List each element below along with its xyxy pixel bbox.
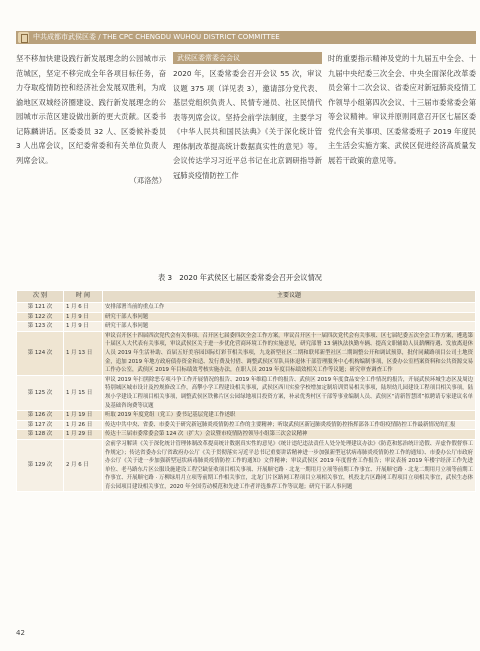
table-row <box>17 411 476 421</box>
author-signature: （邓洛然） <box>129 176 166 185</box>
session-cell: 第 129 次 <box>17 439 64 492</box>
header-title: 中共成都市武侯区委 / THE CPC CHENGDU WUHOU DISTRICT COMMITTEE <box>33 33 280 41</box>
column-header-date: 时 间 <box>64 291 103 303</box>
page-number: 42 <box>16 629 25 637</box>
table-row <box>17 439 476 492</box>
paragraph: 坚不移加快建设践行新发展理念的公园城市示范城区，坚定不移完成全年各项目标任务，奋力夺取疫情防控和经济社会发展双胜利，为成渝地区双城经济圈建设、践行新发展理念的公园城市示范区建设做出新的更大贡献。区委书记陈麟讲话。区委委员 32 人、区委候补委员 3 人出席会议，区纪委常委和有关单位负责人列席会议。 <box>16 54 166 165</box>
table-caption: 表 3 2020 年武侯区七届区委常委会召开会议情况 <box>158 273 322 282</box>
table-row <box>17 331 476 375</box>
topics-cell: 听取 2019 年度党组（党工）委书记基层党建工作述职 <box>103 411 476 421</box>
date-cell: 1 月 19 日 <box>64 411 103 421</box>
date-cell: 2 月 6 日 <box>64 439 103 492</box>
session-cell: 第 121 次 <box>17 303 64 313</box>
column-header-topics: 主要议题 <box>103 291 476 303</box>
session-cell: 第 123 次 <box>17 322 64 332</box>
table-row <box>17 430 476 440</box>
topics-cell: 传达十三届市委常委会第 124 次（扩大）会议暨市疫情防控领导小组第三次会议精神 <box>103 430 476 440</box>
session-cell: 第 125 次 <box>17 375 64 410</box>
session-cell: 第 128 次 <box>17 430 64 440</box>
text-column-3 <box>328 52 476 168</box>
topics-cell: 审议召开区十四届四次党代会有关事项、召开区七届委四次全会工作方案，审议召开区十一届四次党代会有关事项、区七届纪委五次全会工作方案，遴选第十届区人大代表有关事项，审议武侯区关于进一步优化营商环境工作的实施意见，研究部署 13 辆执法执勤车辆、提高文职辅助人员薪酬待遇、发放离退休人员 2019 年生活补助、首届五好美容园国际灯彩节相关事项，九龙新型社区二期和联邦新型社区二期调整公开和调试预算，批付同藏路项目公司土地资金，追加 2019 年地方政府债券资金和适、发行费及付借、调整武侯区军队具体退休干部管理服务中心机构编制事项，区委办公室档案资料和公共资源交易工作办公室，武侯区 2019 年目标绩效考核实施办法，在职人员 2019 年度目标绩效相关工作等议题；研究审查调查工作 <box>103 331 476 375</box>
table-row <box>17 420 476 430</box>
date-cell: 1 月 15 日 <box>64 375 103 410</box>
date-cell: 1 月 13 日 <box>64 331 103 375</box>
table-row <box>17 312 476 322</box>
paragraph: 2020 年，区委常委会召开会议 55 次，审议议题 375 项（详见表 3），邀请部分党代表、基层党组织负责人、民情专递员、社区民情代表等列席会议。坚持会前学法制度，主要学习《中华人民共和国民法典》《关于深化统计管理体制改革提高统计数据真实性的意见》等。会议传达学习习近平总书记在北京调研指导新冠肺炎疫情防控工作 <box>173 69 322 180</box>
date-cell: 1 月 9 日 <box>64 312 103 322</box>
meetings-table <box>16 290 476 492</box>
date-cell: 1 月 26 日 <box>64 420 103 430</box>
column-header-session: 次 别 <box>17 291 64 303</box>
article-body <box>16 52 476 264</box>
topics-cell: 传达中共中央、省委、市委关于研究新冠肺炎疫情防控工作的主要精神；听取武侯区新冠肺炎疫情防控指挥部各工作组疫情防控工作最新情况的汇报 <box>103 420 476 430</box>
session-cell: 第 127 次 <box>17 420 64 430</box>
text-column-1 <box>16 52 166 189</box>
topics-cell: 会前学习解读《关于深化统计管理体制改革提高统计数据真实性的意见》《统计违纪违法责任人处分处理建议办法》《防范和惩治统计造假、弄虚作假督察工作规定》；传达省委办公厅省政府办公厅《关于贯彻落实习近平总书记重要讲话精神进一步加强新型冠状病毒肺炎疫情防控工作的通知》、市委办公厅市政府办公厅《关于进一步加强新型冠状病毒肺炎疫情防控工作的通知》文件精神；审议武侯区 2019 年度督查工作报告；审议表扬 2019 年楼宇经济工作先进单位、老马路东片区公服设施建设工程空缺征收项目相关事项、开展顺宅路 · 北龙一期用月立项等前期工作事宜、开展顺宅路 · 北龙二期用月立项等前期工作事宜、开展顺宅路 · 万柳绿用月立项等前期工作相关事宜，北龙门片区路网工程项目立项相关事宜，机投北片区路网工程项目立项相关事宜，武侯生态体育公园项目建设相关事宜，2020 年全国劳动模范和先进工作者评选推荐工作等议题；研究干部人事问题 <box>103 439 476 492</box>
logo-icon <box>18 32 29 43</box>
table-header-row <box>17 291 476 303</box>
topics-cell: 研究干部人事问题 <box>103 312 476 322</box>
table-row <box>17 322 476 332</box>
date-cell: 1 月 6 日 <box>64 303 103 313</box>
page-header <box>0 0 480 46</box>
paragraph: 时的重要指示精神及党的十九届五中全会、十九届中央纪委三次全会、中央全面深化改革委员会第十二次会议、省委应对新冠肺炎疫情工作领导小组第四次会议、十三届市委常委会第等会议精神。审议并原则同意召开区七届区委党代会有关事项、区委常委班子 2019 年度民主生活会实施方案、武侯区促进经济高质量发展若干政策的意见等。 <box>328 54 476 165</box>
date-cell: 1 月 9 日 <box>64 322 103 332</box>
topics-cell: 审议 2019 年扫黑除恶专项斗争工作开展情况的报告、2019 年维稳工作的报告、武侯区 2019 年度食品安全工作情况的报告，开展武侯环城生态区及周边特别城区城市设计及控规修改工作，高攀小学工程建设相关事项，武侯区西川实验学校增加定制培训贸易相关事项，陆坝幼儿园建设工程项目相关事项，陆坝小学建设工程项目相关事项，调整武侯区铁佛片区公园绿地项目投资方案，补录优秀村区干部等事业编制人员、武侯区“清新智慧团”拟聘请专家建议名单及基础咨询费等议题 <box>103 375 476 410</box>
section-title: 武侯区委常委会会议 <box>173 52 322 64</box>
topics-cell: 研究干部人事问题 <box>103 322 476 332</box>
session-cell: 第 122 次 <box>17 312 64 322</box>
session-cell: 第 126 次 <box>17 411 64 421</box>
date-cell: 1 月 29 日 <box>64 430 103 440</box>
text-column-2 <box>173 52 322 183</box>
table-row <box>17 303 476 313</box>
topics-cell: 安排部署当前的重点工作 <box>103 303 476 313</box>
session-cell: 第 124 次 <box>17 331 64 375</box>
table-row <box>17 375 476 410</box>
